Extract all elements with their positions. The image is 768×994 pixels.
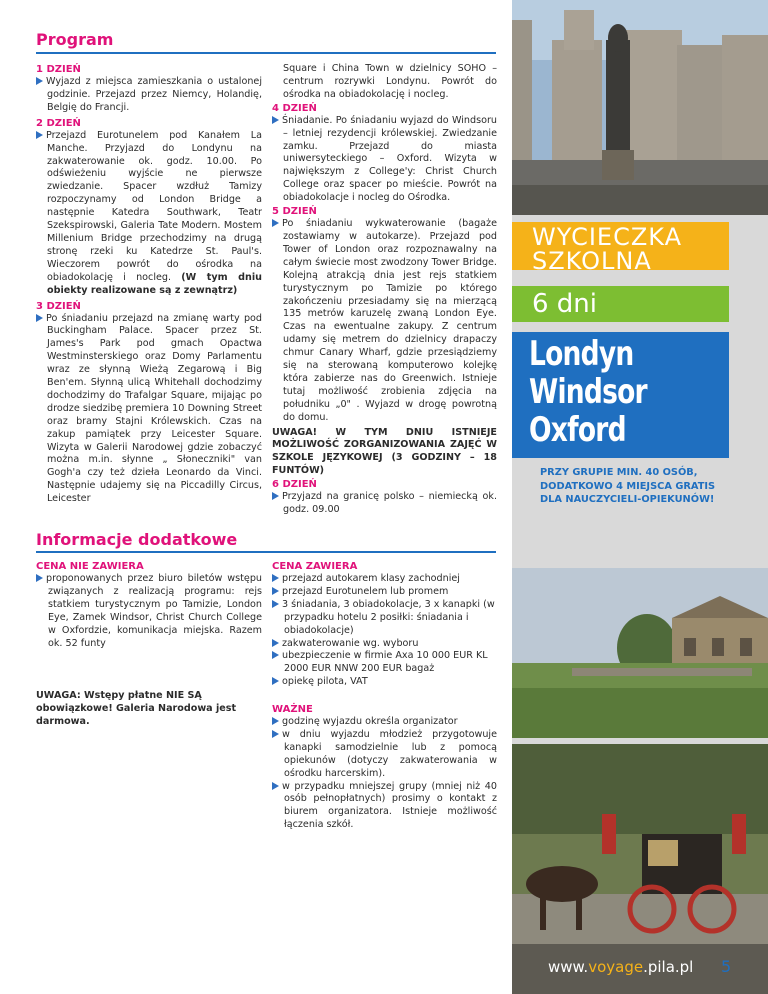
arrow-icon <box>36 314 43 322</box>
included-item: opiekę pilota, VAT <box>272 676 497 689</box>
day6-text: Przyjazd na granicę polsko – niemiecką ok. godz. 09.00 <box>272 491 497 517</box>
day3-continued: Square i China Town w dzielnicy SOHO – centrum rozrywki Londynu. Powrót do ośrodka na obiadokolację i nocleg. <box>283 63 497 100</box>
arrow-icon <box>272 730 279 738</box>
arrow-icon <box>272 639 279 647</box>
included-item: 3 śniadania, 3 obiadokolacje, 3 x kanapki (w przypadku hotelu 2 posiłki: śniadania i obiadokolacje) <box>272 599 497 638</box>
group-promo: PRZY GRUPIE MIN. 40 OSÓB, DODATKOWO 4 MIEJSCA GRATIS DLA NAUCZYCIELI-OPIEKUNÓW! <box>540 467 716 505</box>
price-excluded-item: proponowanych przez biuro biletów wstępu związanych z realizacją programu: rejs statkiem turystycznym po Tamizie, London Eye, Zamek Windsor, Christ Church College w Oxfordzie, komunikacja miejska. Razem ok. 52 funty <box>36 573 262 650</box>
program-divider <box>36 52 496 54</box>
city-windsor: Windsor <box>529 372 647 412</box>
day1-heading: 1 DZIEŃ <box>36 64 81 75</box>
arrow-icon <box>272 116 279 124</box>
program-column-left <box>36 63 262 506</box>
important-section <box>272 703 497 832</box>
important-item: w przypadku mniejszej grupy (mniej niż 40 osób pełnopłatnych) prosimy o kontakt z biurem organizatora. Istnieje możliwość łączenia szkół. <box>272 781 497 833</box>
oxford-college-photo <box>512 568 768 738</box>
day2-text: Przejazd Eurotunelem pod Kanałem La Manche. Przyjazd do Londynu na zakwaterowanie ok. godz. 10.00. Po odświeżeniu wyjście ne pierwsze zwiedzanie. Spacer wzdłuż Tamizy rozpoczynamy od London Bridge a następnie Katedra Southwark, Teatr Szekspirowski, Galeria Tate Modern. Mostem Millenium Bridge przechodzimy na drugą stronę rzeki ku Katedrze St. Paul's. Wieczorem powrót do ośrodka na obiadokolację i nocleg. (W tym dniu obiekty realizowane są z zewnątrz) <box>36 130 262 298</box>
website-link[interactable]: www.voyage.pila.pl <box>548 958 694 976</box>
arrow-icon <box>272 717 279 725</box>
language-school-warning: UWAGA! W TYM DNIU ISTNIEJE MOŻLIWOŚĆ ZORGANIZOWANIA ZAJĘĆ W SZKOLE JĘZYKOWEJ (3 GODZINY – 18 FUNTÓW) <box>272 426 497 477</box>
day1-text: Wyjazd z miejsca zamieszkania o ustalonej godzinie. Przejazd przez Niemcy, Holandię, Belgię do Francji. <box>36 76 262 115</box>
day6-heading: 6 DZIEŃ <box>272 479 317 491</box>
price-included-section <box>272 560 497 689</box>
included-item: ubezpieczenie w firmie Axa 10 000 EUR KL 2000 EUR NNW 200 EUR bagaż <box>272 650 497 676</box>
duration-banner: 6 dni <box>512 286 729 322</box>
day3-heading: 3 DZIEŃ <box>36 300 81 312</box>
page-number: 5 <box>721 957 732 976</box>
info-title: Informacje dodatkowe <box>36 530 238 549</box>
arrow-icon <box>272 219 279 227</box>
day2-heading: 2 DZIEŃ <box>36 117 81 129</box>
arrow-icon <box>272 651 279 659</box>
program-column-right <box>272 63 497 517</box>
arrow-icon <box>36 77 43 85</box>
banner-line1: WYCIECZKA <box>532 223 683 251</box>
price-excluded-heading: CENA NIE ZAWIERA <box>36 561 144 572</box>
day4-heading: 4 DZIEŃ <box>272 102 317 114</box>
price-excluded-section <box>36 560 262 650</box>
important-item: godzinę wyjazdu określa organizator <box>272 716 497 729</box>
cities-banner <box>512 332 729 458</box>
arrow-icon <box>36 131 43 139</box>
city-london: Londyn <box>529 334 634 374</box>
included-item: przejazd autokarem klasy zachodniej <box>272 573 497 586</box>
info-divider <box>36 551 496 553</box>
city-oxford: Oxford <box>529 410 626 450</box>
arrow-icon <box>36 574 43 582</box>
day5-heading: 5 DZIEŃ <box>272 206 317 218</box>
included-item: przejazd Eurotunelem lub promem <box>272 586 497 599</box>
included-item: zakwaterowanie wg. wyboru <box>272 638 497 651</box>
day3-text: Po śniadaniu przejazd na zmianę warty pod Buckingham Palace. Spacer przez St. James's Park pod gmach Opactwa Westminsterskiego oraz Domy Parlamentu wraz ze słynną Wieżą Zegarową i Big Ben'em. Słynną ulicą Whitehall dochodzimy dochodzimy do Trafalgar Square, mijając po drodze siedzibę premiera 10 Downing Street oraz bramy Stajni Królewskich. Czas na zakup pamiątek przy Leicester Square. Wizyta w Galerii Narodowej gdzie zobaczyć można m.in. słynne „ Słoneczniki" van Gogh'a czy też dzieła Leonardo da Vinci. Następnie udajemy się na Piccadilly Circus, Leicester <box>36 313 262 507</box>
important-item: w dniu wyjazdu młodzież przygotowuje kanapki samodzielnie lub z pomocą opiekunów (dotyczy zakwaterowania w ośrodku harcerskim). <box>272 729 497 781</box>
price-included-heading: CENA ZAWIERA <box>272 561 358 572</box>
arrow-icon <box>272 587 279 595</box>
day4-text: Śniadanie. Po śniadaniu wyjazd do Windsoru – letniej rezydencji królewskiej. Zwiedzanie zamku. Przejazd do miasta uniwersyteckiego – Oxford. Wizyta w największym z College'y: Christ Church College oraz spacer po mieście. Powrót na obiadokolacje i nocleg do Ośrodka. <box>272 115 497 205</box>
entry-fee-note: UWAGA: Wstępy płatne NIE SĄ obowiązkowe! Galeria Narodowa jest darmowa. <box>36 690 237 727</box>
windsor-castle-photo <box>512 0 768 215</box>
arrow-icon <box>272 574 279 582</box>
banner-line2: SZKOLNA <box>532 247 652 275</box>
program-title: Program <box>36 30 114 49</box>
arrow-icon <box>272 782 279 790</box>
arrow-icon <box>272 600 279 608</box>
important-heading: WAŻNE <box>272 704 313 715</box>
school-trip-banner <box>512 222 729 275</box>
arrow-icon <box>272 492 279 500</box>
day5-text: Po śniadaniu wykwaterowanie (bagaże zostawiamy w autokarze). Przejazd pod Tower of London oraz rozpoznawalny na całym świecie most zwodzony Tower Bridge. Kolejną atrakcją dnia jest rejs statkiem turystycznym po Tamizie po którego zakończeniu przesiadamy się na mierzącą 135 metrów karuzelę zwaną London Eye. Czas na ewentualne zakupy. Z centrum udamy się metrem do dzielnicy drapaczy chmur Canary Wharf, gdzie przesiądziemy się na sterowaną komputerowo kolejkę która zabierze nas do Greenwich. Istnieje tutaj możliwość zrobienia zdjęcia na południku „0" . Wyjazd w drogę powrotną do domu. <box>272 218 497 425</box>
arrow-icon <box>272 677 279 685</box>
